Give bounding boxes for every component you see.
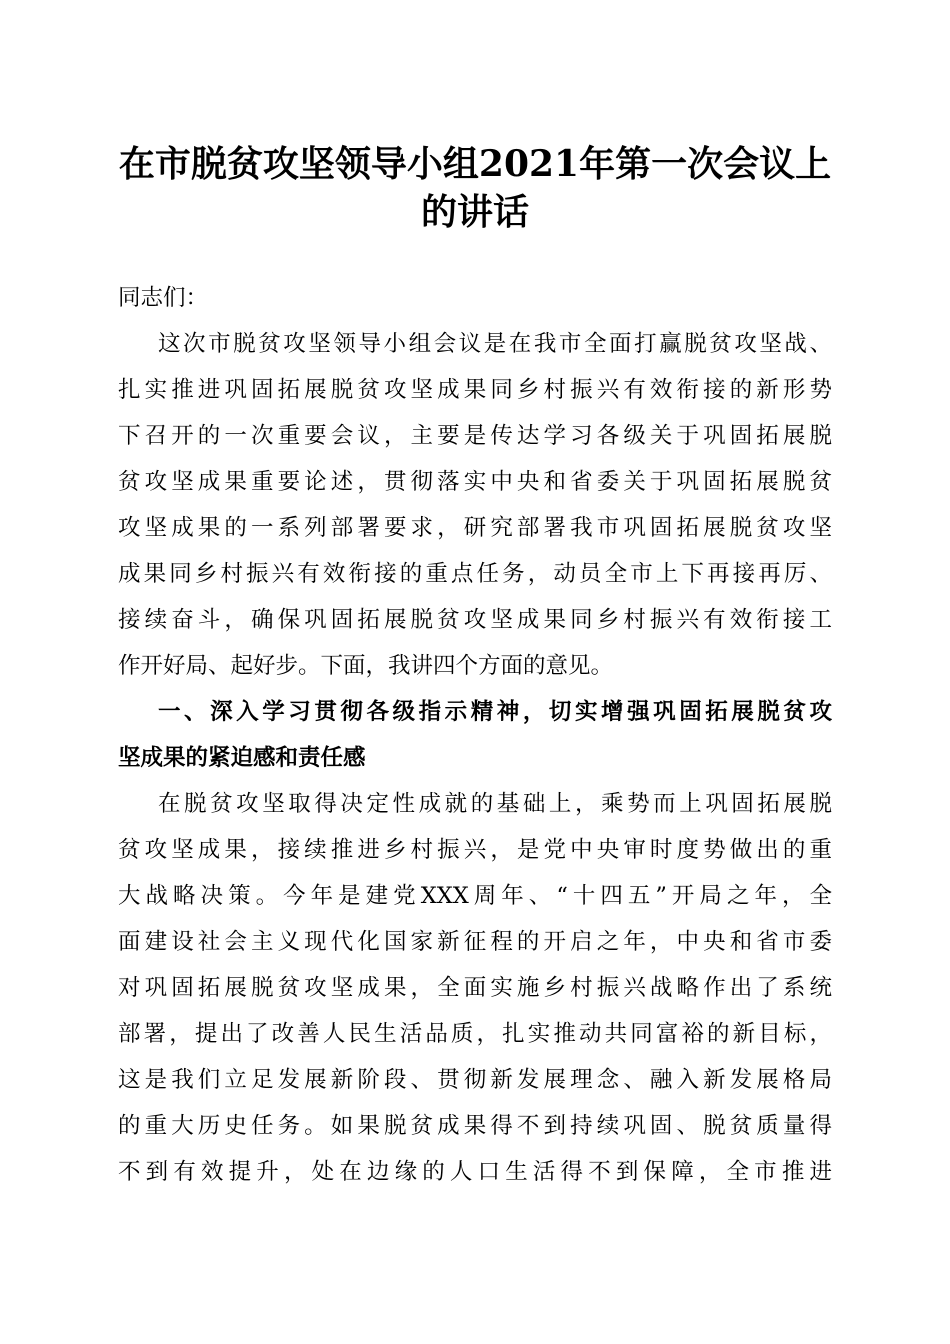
document-body (118, 275, 832, 1195)
section-heading-1 (118, 689, 832, 781)
title-line-2: 的讲话 (420, 191, 529, 233)
paragraph-line: 扎实推进巩固拓展脱贫攻坚成果同乡村振兴有效衔接的新形势 (118, 377, 832, 403)
document-title (118, 140, 832, 236)
heading-line: 坚成果的紧迫感和责任感 (118, 745, 366, 771)
paragraph-line: 贫攻坚成果重要论述，贯彻落实中央和省委关于巩固拓展脱贫 (118, 469, 832, 495)
salutation: 同志们： (118, 285, 209, 311)
paragraph-line: 大战略决策。今年是建党XXX周年、“十四五”开局之年，全 (118, 883, 832, 909)
paragraph-line: 部署，提出了改善人民生活品质，扎实推动共同富裕的新目标， (118, 1021, 832, 1047)
paragraph-line: 作开好局、起好步。下面，我讲四个方面的意见。 (118, 653, 614, 679)
heading-line: 一、深入学习贯彻各级指示精神，切实增强巩固拓展脱贫攻 (158, 699, 832, 725)
title-line-1: 在市脱贫攻坚领导小组2021年第一次会议上 (118, 143, 832, 185)
paragraph-line: 成果同乡村振兴有效衔接的重点任务，动员全市上下再接再厉、 (118, 561, 832, 587)
paragraph-2 (118, 781, 832, 1195)
paragraph-line: 下召开的一次重要会议，主要是传达学习各级关于巩固拓展脱 (118, 423, 832, 449)
paragraph-line: 攻坚成果的一系列部署要求，研究部署我市巩固拓展脱贫攻坚 (118, 515, 832, 541)
paragraph-line: 面建设社会主义现代化国家新征程的开启之年，中央和省市委 (118, 929, 832, 955)
paragraph-line: 的重大历史任务。如果脱贫成果得不到持续巩固、脱贫质量得 (118, 1113, 832, 1139)
paragraph-line: 这是我们立足发展新阶段、贯彻新发展理念、融入新发展格局 (118, 1067, 832, 1093)
paragraph-line: 贫攻坚成果，接续推进乡村振兴，是党中央审时度势做出的重 (118, 837, 832, 863)
paragraph-line: 这次市脱贫攻坚领导小组会议是在我市全面打赢脱贫攻坚战、 (158, 331, 832, 357)
paragraph-line: 接续奋斗，确保巩固拓展脱贫攻坚成果同乡村振兴有效衔接工 (118, 607, 832, 633)
paragraph-line: 不到有效提升，处在边缘的人口生活得不到保障，全市推进 (118, 1159, 832, 1185)
paragraph-line: 在脱贫攻坚取得决定性成就的基础上，乘势而上巩固拓展脱 (158, 791, 832, 817)
paragraph-1 (118, 321, 832, 689)
paragraph-line: 对巩固拓展脱贫攻坚成果，全面实施乡村振兴战略作出了系统 (118, 975, 832, 1001)
